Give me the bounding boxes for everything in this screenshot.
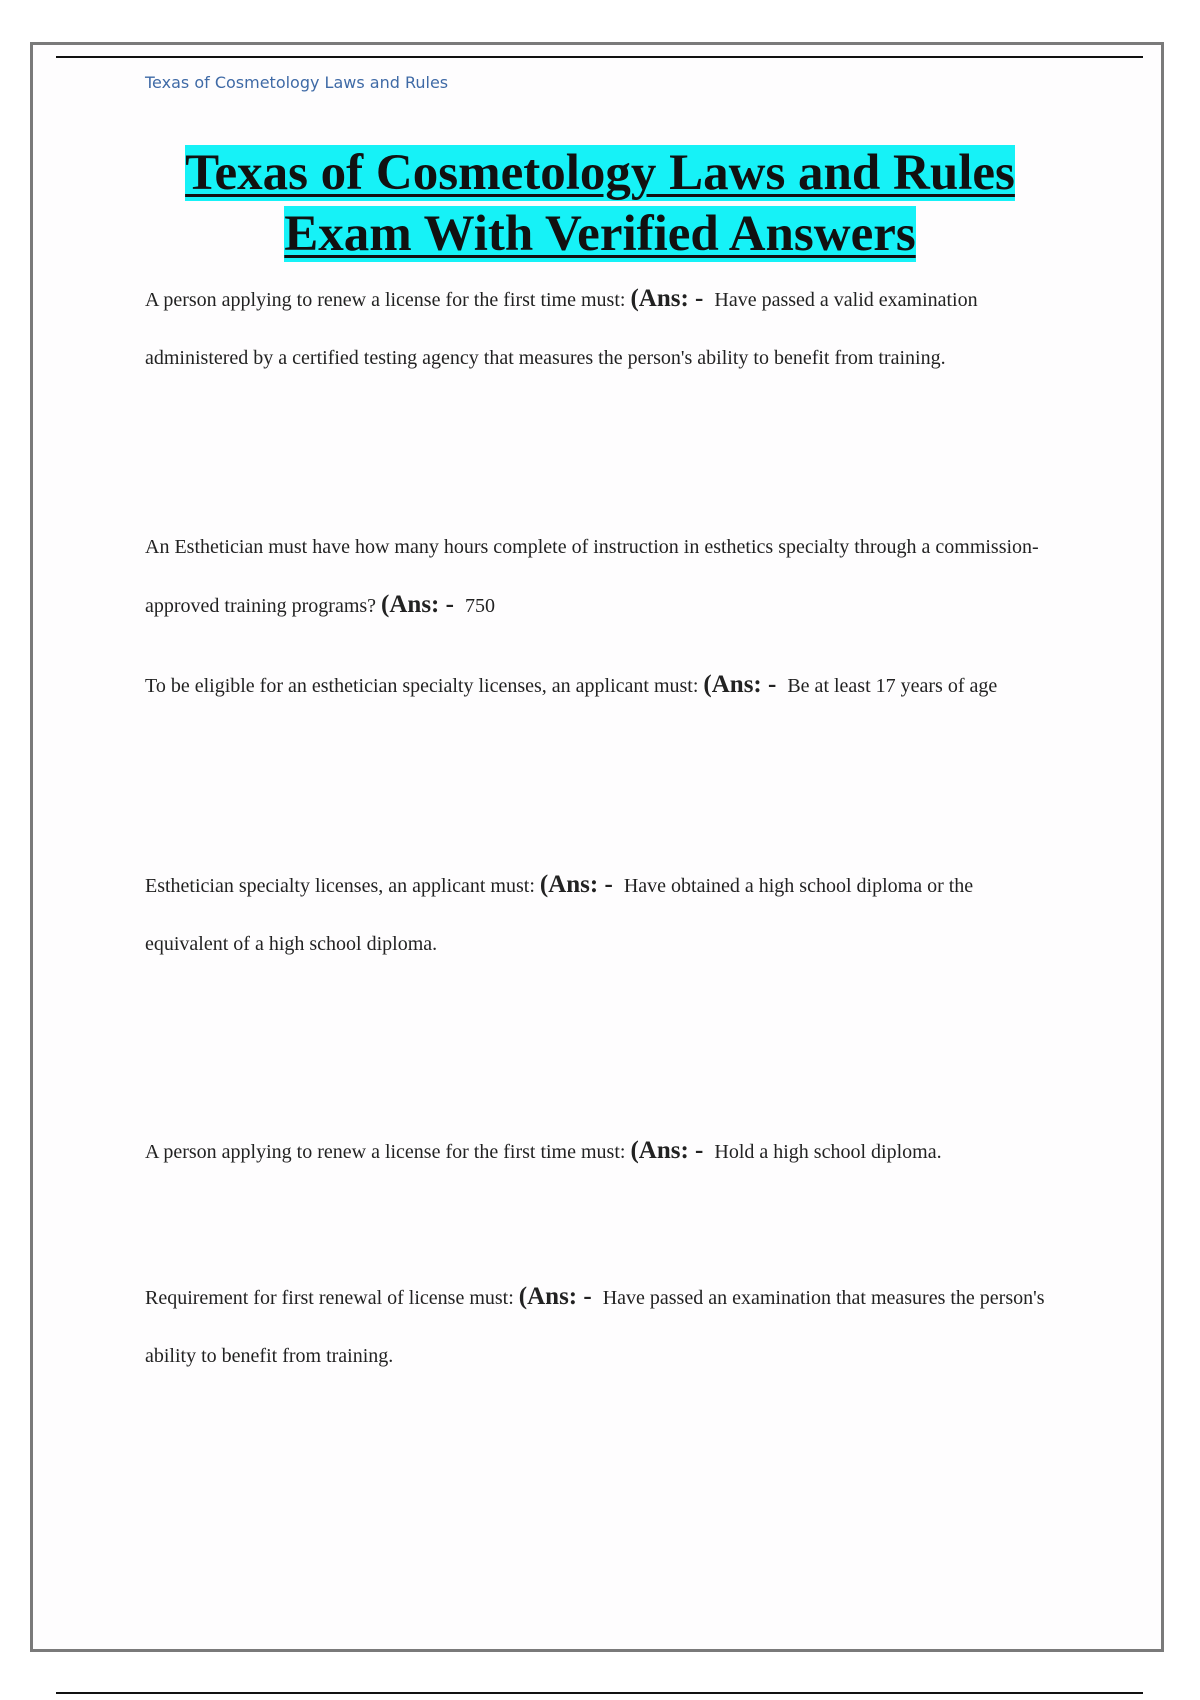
qa-item-5	[145, 1122, 1045, 1181]
question-text: A person applying to renew a license for the first time must:	[145, 289, 626, 311]
footer-rule	[56, 1692, 1143, 1694]
answer-text: Have passed an examination that measures the person's ability to benefit from training.	[145, 1287, 1045, 1367]
answer-label: (Ans: -	[703, 671, 777, 698]
question-text: Esthetician specialty licenses, an applicant must:	[145, 875, 535, 897]
title-line-2: Exam With Verified Answers	[284, 206, 916, 262]
answer-label: (Ans: -	[630, 285, 704, 312]
answer-text: 750	[464, 595, 495, 617]
answer-text: Be at least 17 years of age	[787, 675, 998, 697]
answer-text: Have obtained a high school diploma or the equivalent of a high school diploma.	[145, 875, 974, 955]
answer-label: (Ans: -	[381, 591, 454, 618]
answer-label: (Ans: -	[539, 871, 613, 898]
answer-text: Have passed a valid examination administered by a certified testing agency that measures the person's ability to benefit from training.	[145, 289, 978, 369]
answer-text: Hold a high school diploma.	[714, 1141, 942, 1163]
document-title	[60, 143, 1140, 265]
qa-item-4	[145, 856, 1045, 973]
qa-item-6	[145, 1268, 1045, 1385]
answer-label: (Ans: -	[518, 1283, 592, 1310]
question-text: An Esthetician must have how many hours complete of instruction in esthetics specialty through a commission-approved training programs?	[145, 536, 1039, 617]
title-line-1: Texas of Cosmetology Laws and Rules	[185, 145, 1015, 201]
question-text: To be eligible for an esthetician specialty licenses, an applicant must:	[145, 675, 699, 697]
question-text: A person applying to renew a license for the first time must:	[145, 1141, 626, 1163]
answer-label: (Ans: -	[630, 1137, 704, 1164]
question-text: Requirement for first renewal of license must:	[145, 1287, 514, 1309]
running-header: Texas of Cosmetology Laws and Rules	[145, 73, 449, 92]
qa-item-1	[145, 270, 1045, 387]
qa-item-3	[145, 656, 1045, 715]
qa-item-2	[145, 518, 1045, 635]
header-rule	[56, 56, 1143, 58]
